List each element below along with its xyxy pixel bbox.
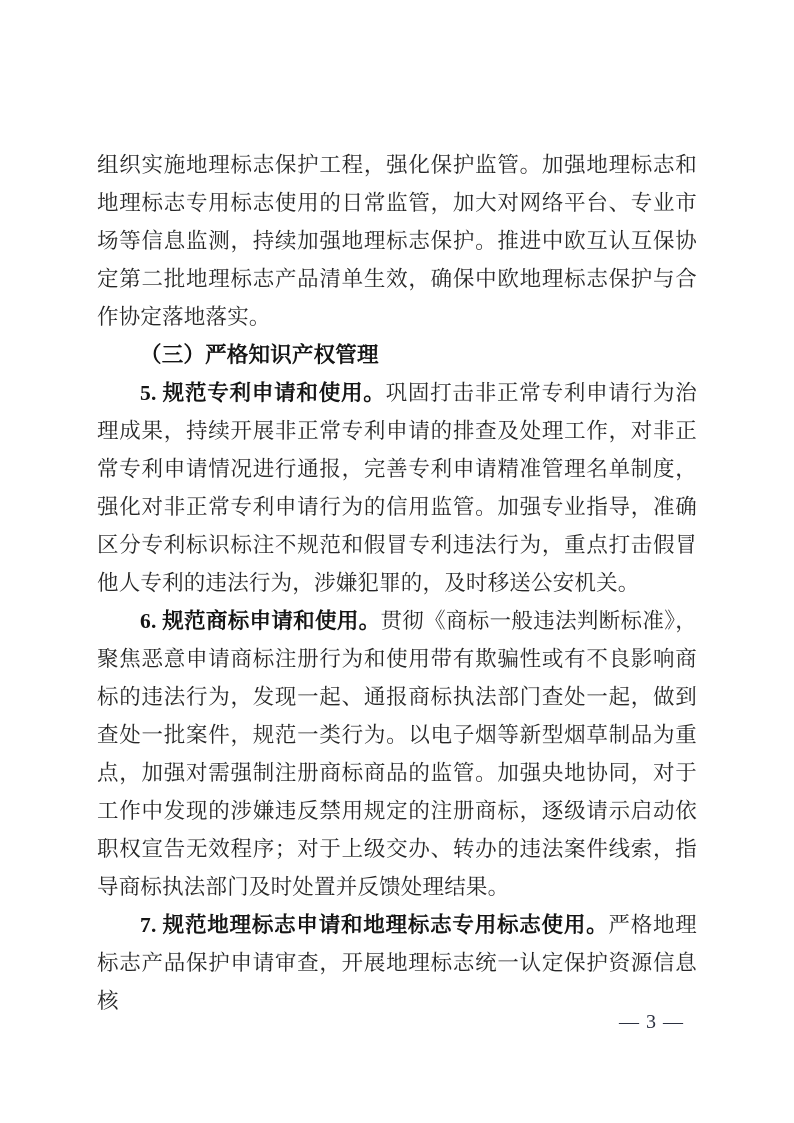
item-6-lead: 6. 规范商标申请和使用。 (140, 609, 381, 633)
item-5-lead: 5. 规范专利申请和使用。 (140, 381, 386, 405)
section-heading: （三）严格知识产权管理 (140, 343, 379, 367)
item-paragraph-7 (97, 906, 697, 1020)
paragraph-continuation: 组织实施地理标志保护工程，强化保护监管。加强地理标志和地理标志专用标志使用的日常监管，加大对网络平台、专业市场等信息监测，持续加强地理标志保护。推进中欧互认互保协定第二批地理标志产品清单生效，确保中欧地理标志保护与合作协定落地落实。 (97, 153, 697, 329)
document-body (97, 146, 697, 1020)
page-number: — 3 — (619, 1011, 684, 1033)
item-paragraph-6 (97, 602, 697, 906)
item-7-body: 严格地理标志产品保护申请审查，开展地理标志统一认定保护资源信息核 (97, 913, 697, 1013)
item-6-body: 贯彻《商标一般违法判断标准》，聚焦恶意申请商标注册行为和使用带有欺骗性或有不良影响商标的违法行为，发现一起、通报商标执法部门查处一起，做到查处一批案件，规范一类行为。以电子烟等新型烟草制品为重点，加强对需强制注册商标商品的监管。加强央地协同，对于工作中发现的涉嫌违反禁用规定的注册商标，逐级请示启动依职权宣告无效程序；对于上级交办、转办的违法案件线索，指导商标执法部门及时处置并反馈处理结果。 (97, 609, 697, 899)
item-paragraph-5 (97, 374, 697, 602)
item-5-body: 巩固打击非正常专利申请行为治理成果，持续开展非正常专利申请的排查及处理工作，对非正常专利申请情况进行通报，完善专利申请精准管理名单制度，强化对非正常专利申请行为的信用监管。加强专业指导，准确区分专利标识标注不规范和假冒专利违法行为，重点打击假冒他人专利的违法行为，涉嫌犯罪的，及时移送公安机关。 (97, 381, 697, 595)
item-7-lead: 7. 规范地理标志申请和地理标志专用标志使用。 (140, 913, 609, 937)
